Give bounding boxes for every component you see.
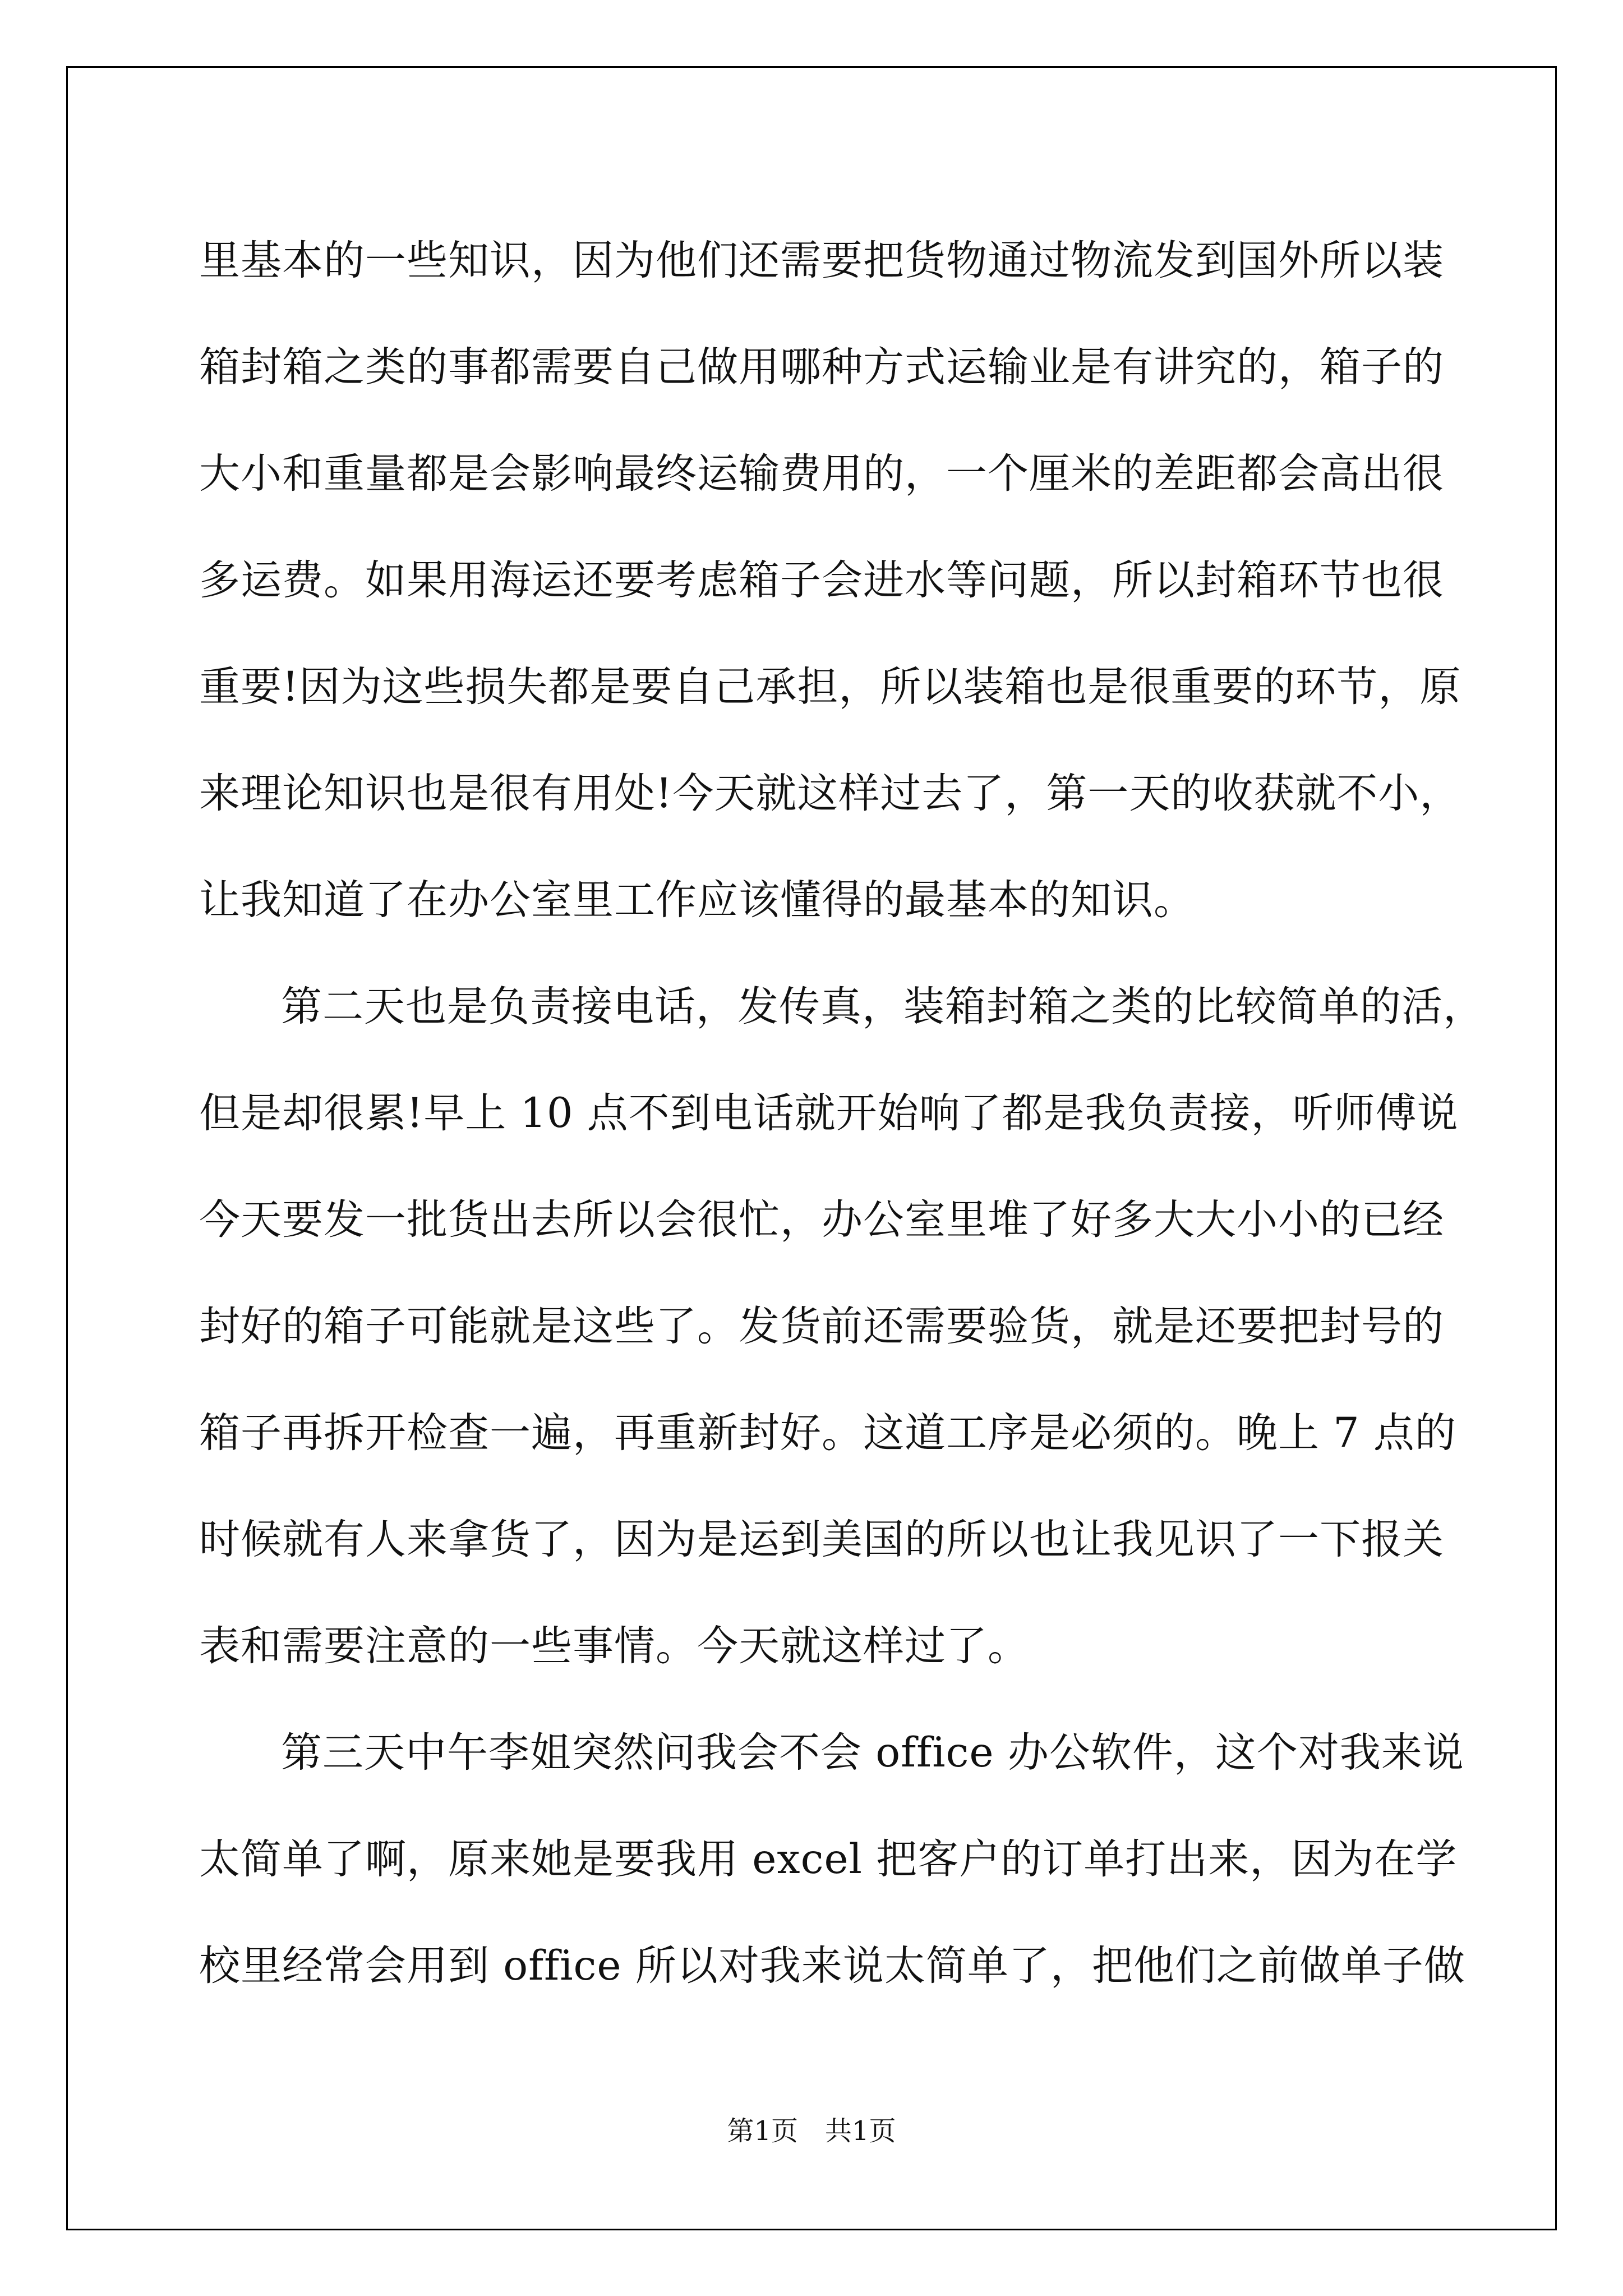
text-line: 箱封箱之类的事都需要自己做用哪种方式运输业是有讲究的，箱子的 bbox=[199, 343, 1444, 391]
paragraph-2 bbox=[199, 954, 1484, 1700]
page-footer: 第1页 共1页 bbox=[727, 2115, 896, 2147]
text-line: 大小和重量都是会影响最终运输费用的，一个厘米的差距都会高出很 bbox=[199, 450, 1444, 498]
text-line: 箱子再拆开检查一遍，再重新封好。这道工序是必须的。晚上 7 点的 bbox=[199, 1409, 1456, 1457]
text-line: 校里经常会用到 office 所以对我来说太简单了，把他们之前做单子做 bbox=[199, 1942, 1465, 1990]
paragraph-3 bbox=[199, 1700, 1465, 2019]
text-line: 多运费。如果用海运还要考虑箱子会进水等问题，所以封箱环节也很 bbox=[199, 556, 1444, 604]
document-body bbox=[199, 208, 1484, 2019]
paragraph-1 bbox=[199, 208, 1461, 954]
text-line: 太简单了啊，原来她是要我用 excel 把客户的订单打出来，因为在学 bbox=[199, 1835, 1458, 1883]
text-line: 今天要发一批货出去所以会很忙，办公室里堆了好多大大小小的已经 bbox=[199, 1196, 1444, 1244]
text-line: 封好的箱子可能就是这些了。发货前还需要验货，就是还要把封号的 bbox=[199, 1303, 1444, 1350]
text-line: 表和需要注意的一些事情。今天就这样过了。 bbox=[199, 1622, 1029, 1670]
text-line: 但是却很累!早上 10 点不到电话就开始响了都是我负责接，听师傅说 bbox=[199, 1089, 1459, 1137]
text-line: 让我知道了在办公室里工作应该懂得的最基本的知识。 bbox=[199, 876, 1195, 924]
text-line: 第二天也是负责接电话，发传真，装箱封箱之类的比较简单的活， bbox=[281, 983, 1484, 1030]
text-line: 里基本的一些知识，因为他们还需要把货物通过物流发到国外所以装 bbox=[199, 237, 1444, 284]
text-line: 时候就有人来拿货了，因为是运到美国的所以也让我见识了一下报关 bbox=[199, 1516, 1444, 1563]
text-line: 重要!因为这些损失都是要自己承担，所以装箱也是很重要的环节，原 bbox=[199, 663, 1461, 711]
text-line: 第三天中午李姐突然问我会不会 office 办公软件，这个对我来说 bbox=[281, 1729, 1464, 1777]
text-line: 来理论知识也是很有用处!今天就这样过去了，第一天的收获就不小， bbox=[199, 770, 1461, 817]
